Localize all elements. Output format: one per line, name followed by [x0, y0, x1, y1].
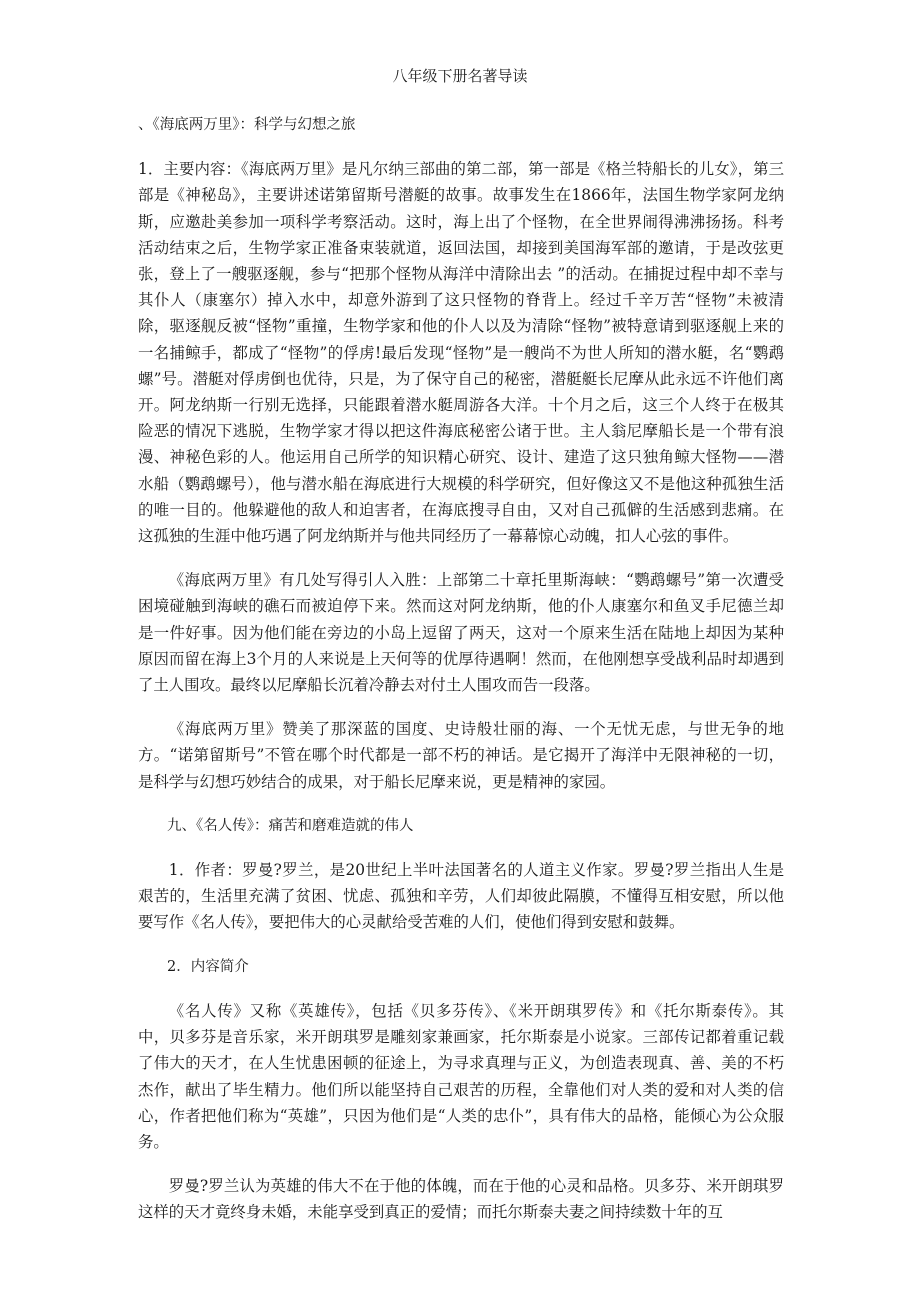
paragraph-highlights: 《海底两万里》有几处写得引人入胜：上部第二十章托里斯海峡：“鹦鹉螺号”第一次遭受困境碰触到海峡的礁石而被迫停下来。然而这对阿龙纳斯，他的仆人康塞尔和鱼叉手尼德兰却是一件好事。因为他们能在旁边的小岛上逗留了两天，这对一个原来生活在陆地上却因为某种原因而留在海上3个月的人来说是上天何等的优厚待遇啊！然而，在他刚想享受战利品时却遇到了土人围攻。最终以尼摩船长沉着冷静去对付土人围攻而告一段落。 [138, 571, 784, 695]
section-heading-20000-leagues: 、《海底两万里》：科学与幻想之旅 [138, 117, 356, 133]
paragraph-praise: 《海底两万里》赞美了那深蓝的国度、史诗般壮丽的海、一个无忧无虑，与世无争的地方。“诺第留斯号”不管在哪个时代都是一部不朽的神话。是它揭开了海洋中无限神秘的一切，是科学与幻想巧妙结合的成果，对于船长尼摩来说，更是精神的家园。 [138, 720, 784, 791]
document-body [138, 112, 784, 1244]
paragraph-summary: 《名人传》又称《英雄传》，包括《贝多芬传》、《米开朗琪罗传》和《托尔斯泰传》。其中，贝多芬是音乐家，米开朗琪罗是雕刻家兼画家，托尔斯泰是小说家。三部传记都着重记载了伟大的天才，在人生忧患困顿的征途上，为寻求真理与正义，为创造表现真、善、美的不朽杰作，献出了毕生精力。他们所以能坚持自己艰苦的历程，全靠他们对人类的爱和对人类的信心，作者把他们称为“英雄”，只因为他们是“人类的忠仆”，具有伟大的品格，能倾心为公众服务。 [138, 1001, 784, 1151]
paragraph-author: 1．作者：罗曼?罗兰，是20世纪上半叶法国著名的人道主义作家。罗曼?罗兰指出人生是艰苦的，生活里充满了贫困、忧虑、孤独和辛劳，人们却彼此隔膜，不懂得互相安慰，所以他要写作《名人传》，要把伟大的心灵献给受苦难的人们，使他们得到安慰和鼓舞。 [138, 861, 784, 932]
document-title: 八年级下册名著导读 [392, 67, 528, 85]
section-heading-famous-lives: 九、《名人传》：痛苦和磨难造就的伟人 [167, 817, 414, 834]
paragraph-heroes: 罗曼?罗兰认为英雄的伟大不在于他的体魄，而在于他的心灵和品格。贝多芬、米开朗琪罗这样的天才竟终身未婚，未能享受到真正的爱情；而托尔斯泰夫妻之间持续数十年的互 [138, 1177, 784, 1222]
subheading-summary: 2．内容简介 [167, 958, 249, 975]
paragraph-main-content: 1．主要内容：《海底两万里》是凡尔纳三部曲的第二部，第一部是《格兰特船长的儿女》，第三部是《神秘岛》，主要讲述诺第留斯号潜艇的故事。故事发生在1866年，法国生物学家阿龙纳斯，应邀赴美参加一项科学考察活动。这时，海上出了个怪物，在全世界闹得沸沸扬扬。科考活动结束之后，生物学家正准备束装就道，返回法国，却接到美国海军部的邀请，于是改弦更张，登上了一艘驱逐舰，参与“把那个怪物从海洋中清除出去 ”的活动。在捕捉过程中却不幸与其仆人（康塞尔）掉入水中，却意外游到了这只怪物的脊背上。经过千辛万苦“怪物”未被清除，驱逐舰反被“怪物”重撞，生物学家和他的仆人以及为清除“怪物”被特意请到驱逐舰上来的一名捕鲸手，都成了“怪物”的俘虏!最后发现“怪物”是一艘尚不为世人所知的潜水艇，名“鹦鹉螺”号。潜艇对俘虏倒也优待，只是，为了保守自己的秘密，潜艇艇长尼摩从此永远不许他们离开。阿龙纳斯一行别无选择，只能跟着潜水艇周游各大洋。十个月之后，这三个人终于在极其险恶的情况下逃脱，生物学家才得以把这件海底秘密公诸于世。主人翁尼摩船长是一个带有浪漫、神秘色彩的人。他运用自己所学的知识精心研究、设计、建造了这只独角鲸大怪物——潜水船（鹦鹉螺号），他与潜水船在海底进行大规模的科学研究，但好像这又不是他这种孤独生活的唯一目的。他躲避他的敌人和迫害者，在海底搜寻自由，又对自己孤僻的生活感到悲痛。在这孤独的生涯中他巧遇了阿龙纳斯并与他共同经历了一幕幕惊心动魄，扣人心弦的事件。 [138, 160, 784, 546]
